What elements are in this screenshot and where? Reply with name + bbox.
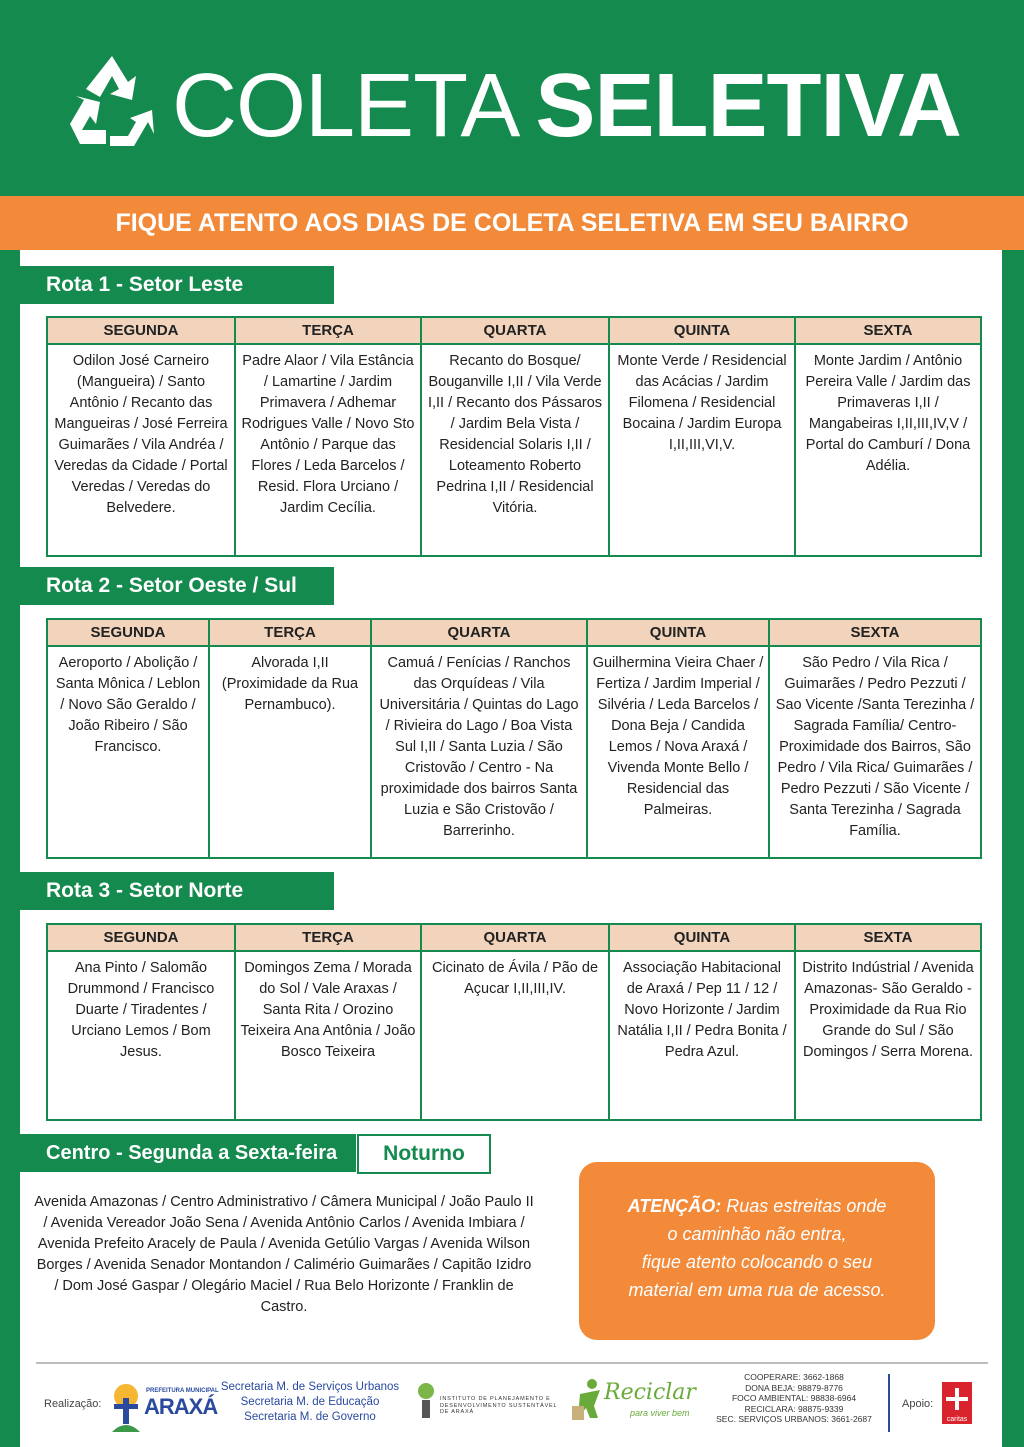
secretaria-line: Secretaria M. de Serviços Urbanos <box>220 1381 400 1393</box>
prefeitura-small: PREFEITURA MUNICIPAL <box>146 1388 219 1394</box>
contact-line: SEC. SERVIÇOS URBANOS: 3661-2687 <box>716 1414 872 1424</box>
route-3-table <box>46 923 982 1121</box>
route-1-title: Rota 1 - Setor Leste <box>20 266 334 304</box>
neighborhood-list: Ana Pinto / Salomão Drummond / Francisco Duarte / Tiradentes / Urciano Lemos / Bom Jesus. <box>67 960 215 1060</box>
attention-line: Ruas estreitas onde <box>726 1196 887 1216</box>
reciclar-name: Reciclar <box>604 1380 696 1405</box>
centro-title: Centro - Segunda a Sexta-feira <box>20 1134 356 1172</box>
day-header: SEXTA <box>796 925 980 952</box>
day-header: TERÇA <box>236 318 420 345</box>
contact-line: DONA BEJA: 98879-8776 <box>745 1382 843 1393</box>
neighborhood-list: São Pedro / Vila Rica / Guimarães / Pedro Pezzuti / Sao Vicente /Santa Terezinha / Sagrada Família/ Centro- Proximidade dos Bairros, São Pedro / Vila Rica/ Guimarães / Pedro Pezzuti / São Vicente / Santa Terezinha / Sagrada Família. <box>775 655 975 839</box>
route-1-tuesday <box>236 318 422 555</box>
title-light: COLETA <box>172 56 520 156</box>
secretaria-line: Secretaria M. de Educação <box>240 1396 380 1408</box>
neighborhood-list: Alvorada I,II (Proximidade da Rua Pernambuco). <box>221 655 359 713</box>
day-header: QUINTA <box>588 620 768 647</box>
route-2-table <box>46 618 982 859</box>
recycle-icon <box>62 52 162 152</box>
route-3-thursday <box>610 925 796 1119</box>
day-header: SEGUNDA <box>48 925 234 952</box>
secretarias <box>218 1380 402 1425</box>
instituto-emblem-icon <box>416 1382 436 1418</box>
caritas-cross-icon <box>942 1384 972 1414</box>
caritas-logo <box>942 1382 972 1424</box>
instituto-line: DESENVOLVIMENTO SUSTENTÁVEL <box>440 1402 558 1409</box>
route-1-monday <box>48 318 236 555</box>
route-3-monday <box>48 925 236 1119</box>
neighborhood-list: Associação Habitacional de Araxá / Pep 11 / 12 / Novo Horizonte / Jardim Natália I,II / Pedra Bonita / Pedra Azul. <box>617 960 787 1060</box>
secretaria-line: Secretaria M. de Governo <box>244 1411 376 1423</box>
day-header: SEXTA <box>770 620 980 647</box>
route-1-table <box>46 316 982 557</box>
centro-street-list: Avenida Amazonas / Centro Administrativo / Câmera Municipal / João Paulo II / Avenida Vereador João Sena / Avenida Antônio Carlos / Avenida Imbiara / Avenida Prefeito Aracely de Paula / Avenida Getúlio Vargas / Avenida Wilson Borges / Avenida Senador Montandon / Calimério Guimarães / Capitão Izidro / Dom José Gaspar / Olegário Maciel / Rua Belo Horizonte / Franklin de Castro. <box>34 1194 534 1315</box>
neighborhood-list: Recanto do Bosque/ Bouganville I,II / Vila Verde I,II / Recanto dos Pássaros / Jardim Bela Vista / Residencial Solaris I,II / Loteamento Roberto Pedrina I,II / Residencial Vitória. <box>427 353 603 516</box>
attention-line: fique atento colocando o seu <box>641 1252 873 1272</box>
reciclar-logo <box>570 1378 706 1428</box>
prefeitura-name: ARAXÁ <box>144 1394 218 1419</box>
day-header: QUINTA <box>610 925 794 952</box>
page-title <box>172 56 961 156</box>
neighborhood-list: Monte Jardim / Antônio Pereira Valle / Jardim das Primaveras I,II / Mangabeiras I,II,III,IV,V / Portal do Camburí / Dona Adélia. <box>805 353 971 474</box>
attention-line: material em uma rua de acesso. <box>628 1280 886 1300</box>
neighborhood-list: Padre Alaor / Vila Estância / Lamartine / Jardim Primavera / Adhemar Rodrigues Valle / Novo Sto Antônio / Parque das Flores / Leda Barcelos / Resid. Flora Urciano / Jardim Cecília. <box>241 353 415 516</box>
contact-line: RECICLARA: 98875-9339 <box>744 1403 844 1414</box>
realizacao-label: Realização: <box>44 1398 102 1410</box>
neighborhood-list: Monte Verde / Residencial das Acácias / Jardim Filomena / Residencial Bocaina / Jardim Europa I,II,III,VI,V. <box>617 353 787 453</box>
instituto-line: INSTITUTO DE PLANEJAMENTO E <box>440 1396 551 1402</box>
neighborhood-list: Cicinato de Ávila / Pão de Açucar I,II,III,IV. <box>431 960 599 997</box>
caritas-name: caritas <box>946 1416 968 1423</box>
day-header: QUARTA <box>372 620 586 647</box>
route-3-tuesday <box>236 925 422 1119</box>
route-2-friday <box>770 620 980 857</box>
route-1-wednesday <box>422 318 610 555</box>
route-3-wednesday <box>422 925 610 1119</box>
contacts <box>706 1372 882 1425</box>
neighborhood-list: Guilhermina Vieira Chaer / Fertiza / Jardim Imperial / Silvéria / Leda Barcelos / Dona Beja / Candida Lemos / Nova Araxá / Vivenda Monte Bello / Residencial das Palmeiras. <box>592 655 764 818</box>
contact-line: COOPERARE: 3662-1868 <box>744 1372 844 1382</box>
route-2-tuesday <box>210 620 372 857</box>
day-header: QUARTA <box>422 925 608 952</box>
araxa-logo <box>108 1378 218 1438</box>
araxa-emblem-icon <box>108 1380 144 1434</box>
route-2-wednesday <box>372 620 588 857</box>
reciclar-person-icon <box>570 1378 604 1422</box>
day-header: SEXTA <box>796 318 980 345</box>
day-header: SEGUNDA <box>48 620 208 647</box>
route-1-friday <box>796 318 980 555</box>
neighborhood-list: Distrito Indústrial / Avenida Amazonas- São Geraldo - Proximidade da Rua Rio Grande do Sul / São Domingos / Serra Morena. <box>802 960 974 1060</box>
neighborhood-list: Domingos Zema / Morada do Sol / Vale Araxas / Santa Rita / Orozino Teixeira Ana Antônia / João Bosco Teixeira <box>240 960 416 1060</box>
noturno-badge: Noturno <box>357 1134 491 1174</box>
day-header: TERÇA <box>210 620 370 647</box>
header <box>0 0 1024 196</box>
day-header: SEGUNDA <box>48 318 234 345</box>
day-header: TERÇA <box>236 925 420 952</box>
footer-divider <box>36 1362 988 1364</box>
route-1-thursday <box>610 318 796 555</box>
route-2-monday <box>48 620 210 857</box>
instituto-line: DE ARAXÁ <box>440 1409 474 1415</box>
route-3-title: Rota 3 - Setor Norte <box>20 872 334 910</box>
neighborhood-list: Aeroporto / Abolição / Santa Mônica / Leblon / Novo São Geraldo / João Ribeiro / São Francisco. <box>55 655 201 755</box>
neighborhood-list: Camuá / Fenícias / Ranchos das Orquídeas / Vila Universitária / Quintas do Lago / Rivieira do Lago / Boa Vista Sul I,II / Santa Luzia / São Cristovão / Centro - Na proximidade dos bairros Santa Luzia e São Cristovão / Barrerinho. <box>379 655 579 839</box>
attention-label: ATENÇÃO: <box>627 1196 722 1216</box>
instituto-logo <box>416 1382 566 1422</box>
neighborhood-list: Odilon José Carneiro (Mangueira) / Santo Antônio / Recanto das Mangueiras / José Ferreira Guimarães / Vila Andréa / Veredas da Cidade / Portal Veredas / Veredas do Belvedere. <box>54 353 228 516</box>
route-2-thursday <box>588 620 770 857</box>
title-bold: SELETIVA <box>535 56 961 156</box>
route-3-friday <box>796 925 980 1119</box>
attention-box <box>579 1162 935 1340</box>
day-header: QUINTA <box>610 318 794 345</box>
apoio-label: Apoio: <box>902 1398 934 1410</box>
day-header: QUARTA <box>422 318 608 345</box>
route-2-title: Rota 2 - Setor Oeste / Sul <box>20 567 334 605</box>
attention-line: o caminhão não entra, <box>667 1224 847 1244</box>
footer-separator <box>888 1374 890 1432</box>
contact-line: FOCO AMBIENTAL: 98838-6964 <box>731 1393 857 1403</box>
banner: FIQUE ATENTO AOS DIAS DE COLETA SELETIVA EM SEU BAIRRO <box>0 196 1024 250</box>
reciclar-sub: para viver bem <box>630 1408 690 1418</box>
